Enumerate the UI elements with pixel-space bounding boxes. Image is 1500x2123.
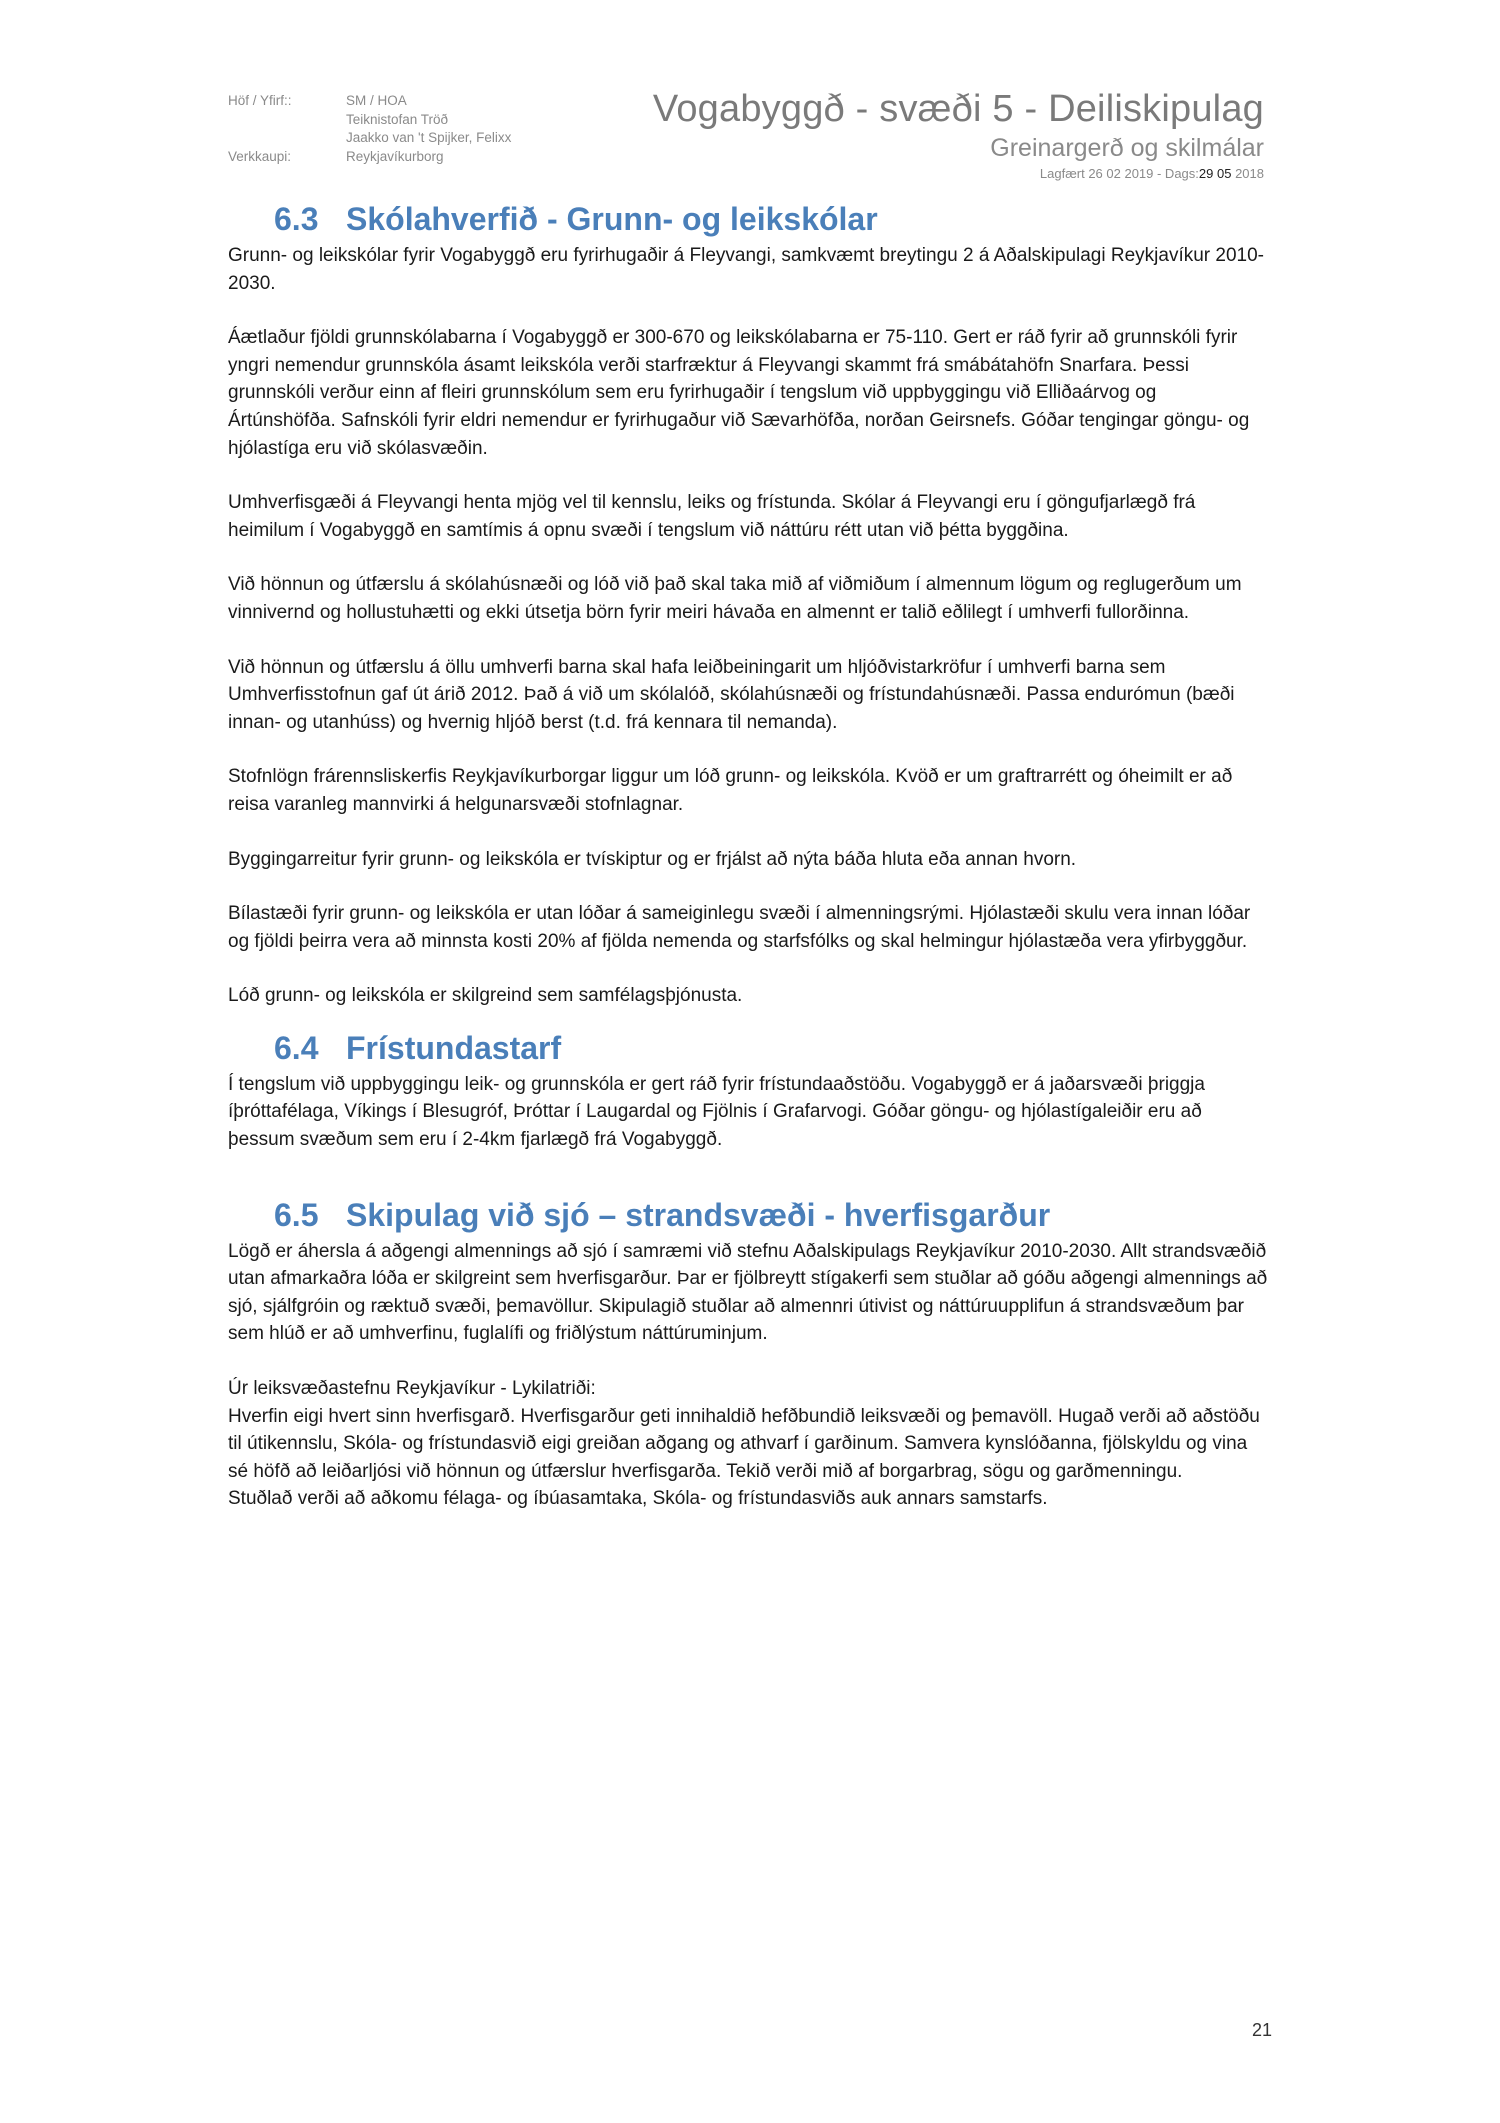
meta-row-author: [228, 92, 511, 148]
document-body: [228, 196, 1268, 1513]
document-subtitle: Greinargerð og skilmálar: [990, 134, 1264, 162]
paragraph: Lögð er áhersla á aðgengi almennings að sjó í samræmi við stefnu Aðalskipulags Reykjavíkur 2010-2030. Allt strandsvæðið utan afmarkaðra lóða er skilgreint sem hverfisgarður. Þar er fjölbreytt stígakerfi sem stuðlar að góðu aðgengi almennings að sjó, sjálfgróin og ræktuð svæði, þemavöllur. Skipulagið stuðlar að almennri útivist og náttúruupplifun á strandsvæðum þar sem hlúð er að umhverfinu, fuglalífi og friðlýstum náttúruminjum.: [228, 1240, 1268, 1345]
date-prefix: Lagfært 26 02 2019 - Dags:: [1039, 166, 1199, 181]
paragraph: Við hönnun og útfærslu á skólahúsnæði og lóð við það skal taka mið af viðmiðum í almennum lögum og reglugerðum um vinnivernd og hollustuhætti og ekki útsetja börn fyrir meiri hávaða en almennt er talið eðlilegt í umhverfi fullorðinna.: [228, 574, 1242, 623]
meta-value-line: SM / HOA: [346, 93, 407, 108]
section-number: 6.4: [274, 1029, 319, 1066]
meta-value: [346, 92, 511, 148]
section-number: 6.3: [274, 201, 319, 237]
meta-value-line: Jaakko van 't Spijker, Felixx: [346, 130, 512, 145]
paragraph: Lóð grunn- og leikskóla er skilgreind sem samfélagsþjónusta.: [228, 985, 743, 1007]
paragraph: Stofnlögn frárennsliskerfis Reykjavíkurborgar liggur um lóð grunn- og leikskóla. Kvöð er um graftrarrétt og óheimilt er að reisa varanleg mannvirki á helgunarsvæði stofnlagnar.: [228, 766, 1233, 815]
page-number: 21: [1251, 2020, 1272, 2040]
meta-row-client: [228, 148, 511, 167]
paragraph: Hverfin eigi hvert sinn hverfisgarð. Hverfisgarður geti innihaldið hefðbundið leiksvæði og þemavöll. Hugað verði að aðstöðu til útikennslu, Skóla- og frístundasvið eigi greiðan aðgang og athvarf í garðinum. Samvera kynslóðanna, fjölskyldu og vina sé höfð að leiðarljósi við hönnun og útfærslur hverfisgarða. Tekið verði mið af borgarbrag, sögu og garðmenningu.: [228, 1405, 1260, 1482]
section-title: Skólahverfið - Grunn- og leikskólar: [346, 201, 878, 237]
section-6-3: [228, 196, 1268, 1010]
meta-value: [346, 148, 444, 167]
paragraph: Úr leiksvæðastefnu Reykjavíkur - Lykilatriði:: [228, 1378, 596, 1400]
paragraph: Við hönnun og útfærslu á öllu umhverfi barna skal hafa leiðbeiningarit um hljóðvistarkröfur í umhverfi barna sem Umhverfisstofnun gaf út árið 2012. Það á við um skólalóð, skólahúsnæði og frístundahúsnæði. Passa endurómun (bæði innan- og utanhúss) og hvernig hljóð berst (t.d. frá kennara til nemanda).: [228, 656, 1235, 733]
section-heading: [228, 196, 1268, 242]
section-title: Skipulag við sjó – strandsvæði - hverfisgarður: [346, 1196, 1051, 1233]
section-heading: [228, 1192, 1268, 1238]
section-6-5: [228, 1192, 1268, 1513]
date-value: 29 05: [1198, 166, 1232, 181]
date-year: 2018: [1231, 166, 1264, 181]
paragraph: Umhverfisgæði á Fleyvangi henta mjög vel til kennslu, leiks og frístunda. Skólar á Fleyvangi eru í göngufjarlægð frá heimilum í Vogabyggð en samtímis á opnu svæði í tengslum við náttúru rétt utan við þétta byggðina.: [228, 492, 1196, 541]
document-meta: [228, 92, 511, 166]
paragraph: Áætlaður fjöldi grunnskólabarna í Vogabyggð er 300-670 og leikskólabarna er 75-110. Gert er ráð fyrir að grunnskóli fyrir yngri nemendur grunnskóla ásamt leikskóla verði starfræktur á Fleyvangi skammt frá smábátahöfn Snarfara. Þessi grunnskóli verður einn af fleiri grunnskólum sem eru fyrirhugaðir í tengslum við uppbyggingu við Elliðaárvog og Ártúnshöfða. Safnskóli fyrir eldri nemendur er fyrirhugaður við Sævarhöfða, norðan Geirsnefs. Góðar tengingar göngu- og hjólastíga eru við skólasvæðin.: [228, 327, 1250, 459]
paragraph: Bílastæði fyrir grunn- og leikskóla er utan lóðar á sameiginlegu svæði í almenningsrými. Hjólastæði skulu vera innan lóðar og fjöldi þeirra vera að minnsta kosti 20% af fjölda nemenda og starfsfólks og skal helmingur hjólastæða vera yfirbyggður.: [228, 903, 1251, 952]
meta-value-line: Teiknistofan Tröð: [346, 111, 449, 127]
paragraph: Í tengslum við uppbyggingu leik- og grunnskóla er gert ráð fyrir frístundaaðstöðu. Vogabyggð er á jaðarsvæði þriggja íþróttafélaga, Víkings í Blesugróf, Þróttar í Laugardal og Fjölnis í Grafarvogi. Góðar göngu- og hjólastígaleiðir eru að þessum svæðum sem eru í 2-4km fjarlægð frá Vogabyggð.: [228, 1073, 1205, 1151]
section-number: 6.5: [274, 1196, 319, 1233]
document-date: [1040, 166, 1264, 181]
section-6-4: [228, 1025, 1268, 1154]
meta-label: Höf / Yfirf::: [228, 93, 292, 108]
meta-value-line: Reykjavíkurborg: [346, 148, 444, 164]
paragraph: Grunn- og leikskólar fyrir Vogabyggð eru fyrirhugaðir á Fleyvangi, samkvæmt breytingu 2 á Aðalskipulagi Reykjavíkur 2010-2030.: [228, 245, 1264, 294]
paragraph: Stuðlað verði að aðkomu félaga- og íbúasamtaka, Skóla- og frístundasviðs auk annars samstarfs.: [228, 1488, 1048, 1510]
paragraph: Byggingarreitur fyrir grunn- og leikskóla er tvískiptur og er frjálst að nýta báða hluta eða annan hvorn.: [228, 848, 1077, 870]
document-title: Vogabyggð - svæði 5 - Deiliskipulag: [652, 88, 1264, 130]
section-title: Frístundastarf: [346, 1029, 562, 1066]
meta-label: Verkkaupi:: [228, 148, 292, 164]
section-heading: [228, 1025, 1268, 1071]
